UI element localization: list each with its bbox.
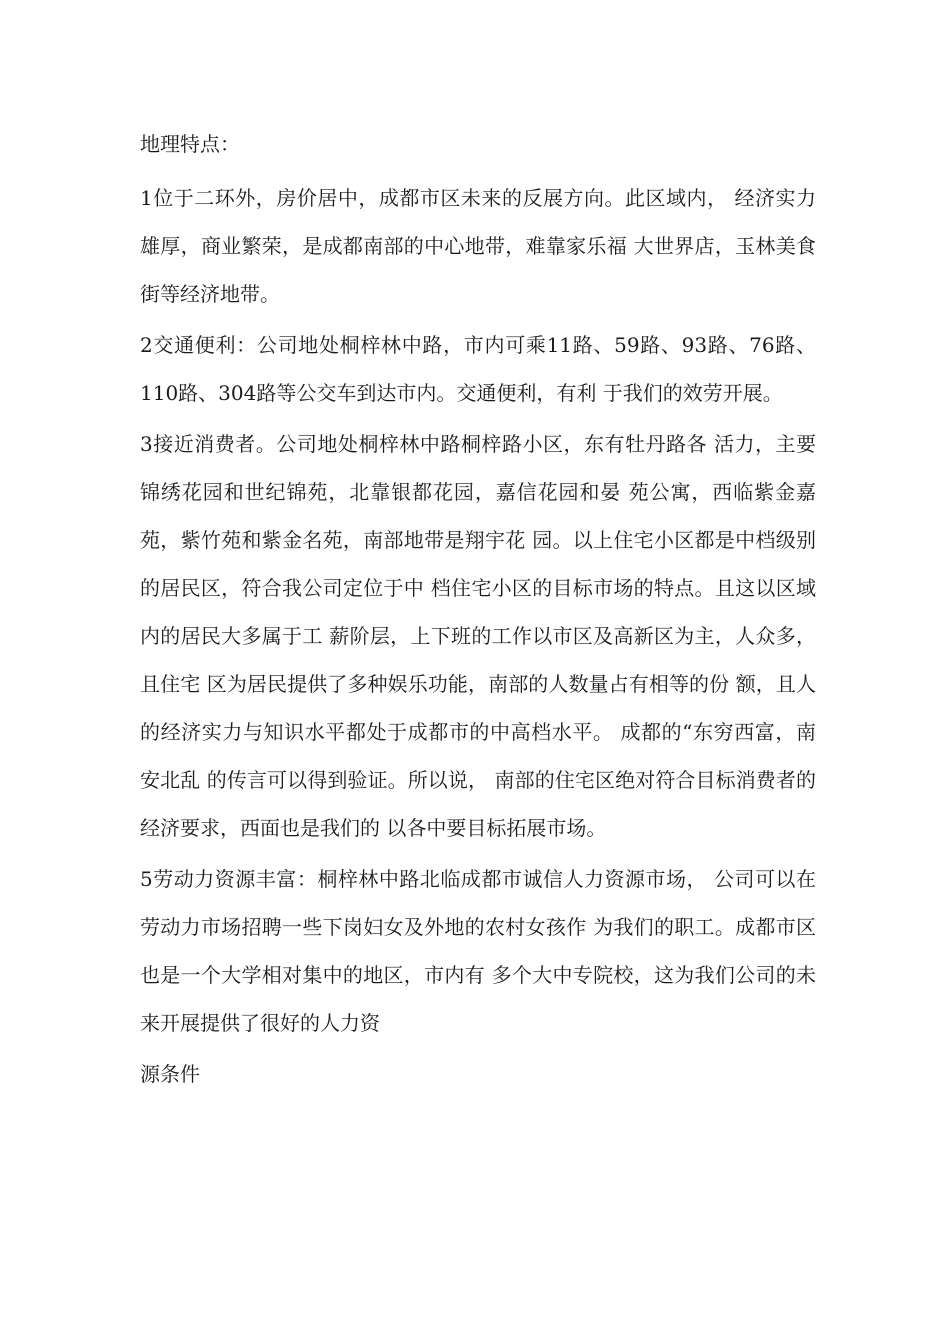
paragraph-tail: 源条件 <box>140 1062 200 1086</box>
section-heading: 地理特点： <box>140 132 240 156</box>
paragraph-labor: 5劳动力资源丰富：桐梓林中路北临成都市诚信人力资源市场， 公司可以在劳动力市场招聘一些下岗妇女及外地的农村女孩作 为我们的职工。成都市区也是一个大学相对集中的地区，市内有 多个大中专院校，这为我们公司的未来开展提供了很好的人力资 <box>140 867 816 1035</box>
paragraph-location: 1位于二环外，房价居中，成都市区未来的反展方向。此区域内， 经济实力雄厚，商业繁荣，是成都南部的中心地带，难靠家乐福 大世界店，玉林美食街等经济地带。 <box>140 186 816 306</box>
paragraph-consumers: 3接近消费者。公司地处桐梓林中路桐梓路小区，东有牡丹路各 活力，主要锦绣花园和世纪锦苑，北靠银都花园，嘉信花园和晏 苑公寓，西临紫金嘉苑，紫竹苑和紫金名苑，南部地带是翔宇花 园。以上住宅小区都是中档级别的居民区，符合我公司定位于中 档住宅小区的目标市场的特点。且这以区域内的居民大多属于工 薪阶层，上下班的工作以市区及高新区为主，人众多，且住宅 区为居民提供了多种娱乐功能，南部的人数量占有相等的份 额，且人的经济实力与知识水平都处于成都市的中高档水平。 成都的“东穷西富，南安北乱 的传言可以得到验证。所以说， 南部的住宅区绝对符合目标消费者的经济要求，西面也是我们的 以各中要目标拓展市场。 <box>140 432 816 840</box>
document-body <box>140 120 816 1098</box>
paragraph-transport: 2交通便利：公司地处桐梓林中路，市内可乘11路、59路、93路、76路、110路、304路等公交车到达市内。交通便利，有利 于我们的效劳开展。 <box>140 333 816 405</box>
